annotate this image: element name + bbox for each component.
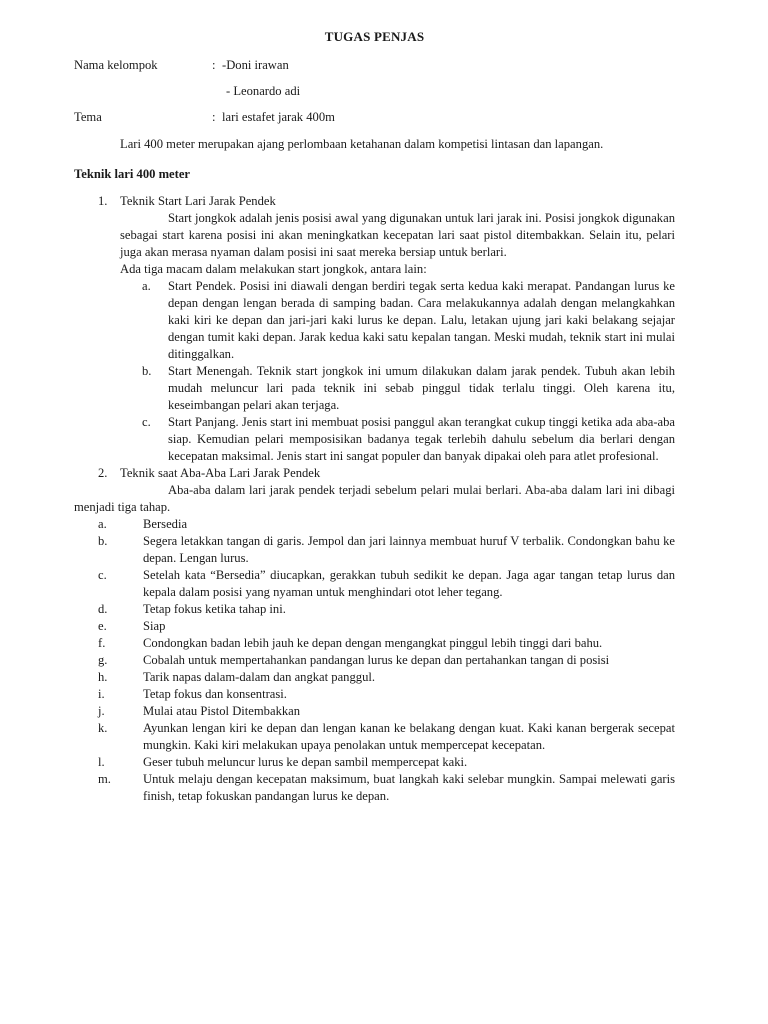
list-item: e. Siap (98, 619, 166, 633)
member-2: - Leonardo adi (226, 84, 301, 98)
list-item: c. Setelah kata “Bersedia” diucapkan, gerakkan tubuh sedikit ke depan. Jaga agar tangan tetap lurus dan kepala dalam posisi yang nyaman untuk menghindari otot leher tegang. (98, 568, 675, 599)
section-1 (74, 193, 675, 465)
list-item: b. Segera letakkan tangan di garis. Jempol dan jari lainnya membuat huruf V terbalik. Condongkan bahu ke depan. Lengan lurus. (98, 534, 675, 565)
section-number: 1. (98, 194, 108, 208)
list-item: d. Tetap fokus ketika tahap ini. (98, 602, 286, 616)
theme-value: lari estafet jarak 400m (222, 110, 335, 124)
document-title: TUGAS PENJAS (324, 29, 425, 44)
section-title: Teknik saat Aba-Aba Lari Jarak Pendek (120, 466, 321, 480)
colon: : (212, 110, 216, 124)
list-item: l. Geser tubuh meluncur lurus ke depan sambil mempercepat kaki. (98, 755, 468, 769)
aba-aba-list (74, 516, 675, 805)
section-heading: Teknik lari 400 meter (74, 167, 191, 181)
intro-paragraph: Lari 400 meter merupakan ajang perlombaan ketahanan dalam kompetisi lintasan dan lapangan. (120, 137, 604, 151)
colon: : (212, 58, 216, 72)
meta-member2-row (74, 83, 675, 100)
meta-theme-row (74, 109, 675, 126)
section-lead: Ada tiga macam dalam melakukan start jongkok, antara lain: (120, 262, 427, 276)
list-item: g. Cobalah untuk mempertahankan pandangan lurus ke depan dan pertahankan tangan di posisi (98, 653, 610, 667)
meta-group-row (74, 57, 675, 74)
list-item: f. Condongkan badan lebih jauh ke depan dengan mengangkat pinggul lebih tinggi dari bahu. (98, 636, 603, 650)
group-label: Nama kelompok (74, 58, 158, 72)
section-number: 2. (98, 466, 108, 480)
start-types-list (120, 278, 675, 465)
section-paragraph: Aba-aba dalam lari jarak pendek terjadi sebelum pelari mulai berlari. Aba-aba dalam lari ini dibagi menjadi tiga tahap. (74, 483, 675, 514)
list-item: b. Start Menengah. Teknik start jongkok ini umum dilakukan dalam jarak pendek. Tubuh akan lebih mudah meluncur lari pada teknik ini sebab pinggul tidak terlalu tinggi. Oleh karena itu, keseimbangan pelari akan terjaga. (142, 364, 675, 412)
list-item: j. Mulai atau Pistol Ditembakkan (98, 704, 301, 718)
list-item: a. Start Pendek. Posisi ini diawali dengan berdiri tegak serta kedua kaki merapat. Pandangan lurus ke depan dengan lengan berada di samping badan. Cara melakukannya adalah dengan melangkahkan kaki kiri ke depan dan jari-jari kaki lurus ke depan. Lalu, letakan ujung jari kaki belakang sejajar dengan tumit kaki depan. Jarak kedua kaki satu kepalan tangan. Meski mudah, teknik start ini mulai ditinggalkan. (142, 279, 675, 361)
section-paragraph: Start jongkok adalah jenis posisi awal yang digunakan untuk lari jarak ini. Posisi jongkok digunakan sebagai start karena posisi ini akan meningkatkan kecepatan lari saat pistol ditembakkan. Selain itu, pelari juga akan merasa nyaman dalam posisi ini saat mereka bersiap untuk berlari. (120, 211, 675, 259)
list-item: i. Tetap fokus dan konsentrasi. (98, 687, 287, 701)
section-2 (74, 465, 675, 482)
list-item: a. Bersedia (98, 517, 188, 531)
list-item: c. Start Panjang. Jenis start ini membuat posisi panggul akan terangkat cukup tinggi ketika ada aba-aba siap. Kemudian pelari memposisikan badanya tegak terlebih dahulu sebelum dia berlari dengan kecepatan maksimal. Jenis start ini sangat populer dan banyak dipakai oleh para atlet profesional. (142, 415, 675, 463)
theme-label: Tema (74, 110, 102, 124)
section-title: Teknik Start Lari Jarak Pendek (120, 194, 276, 208)
list-item: m. Untuk melaju dengan kecepatan maksimum, buat langkah kaki selebar mungkin. Sampai melewati garis finish, tetap fokuskan pandangan lurus ke depan. (98, 772, 675, 803)
list-item: h. Tarik napas dalam-dalam dan angkat panggul. (98, 670, 376, 684)
member-1: -Doni irawan (222, 58, 289, 72)
list-item: k. Ayunkan lengan kiri ke depan dan lengan kanan ke belakang dengan kuat. Kaki kanan bergerak secepat mungkin. Kaki kiri melakukan upaya penolakan untuk mempercepat kecepatan. (98, 721, 675, 752)
